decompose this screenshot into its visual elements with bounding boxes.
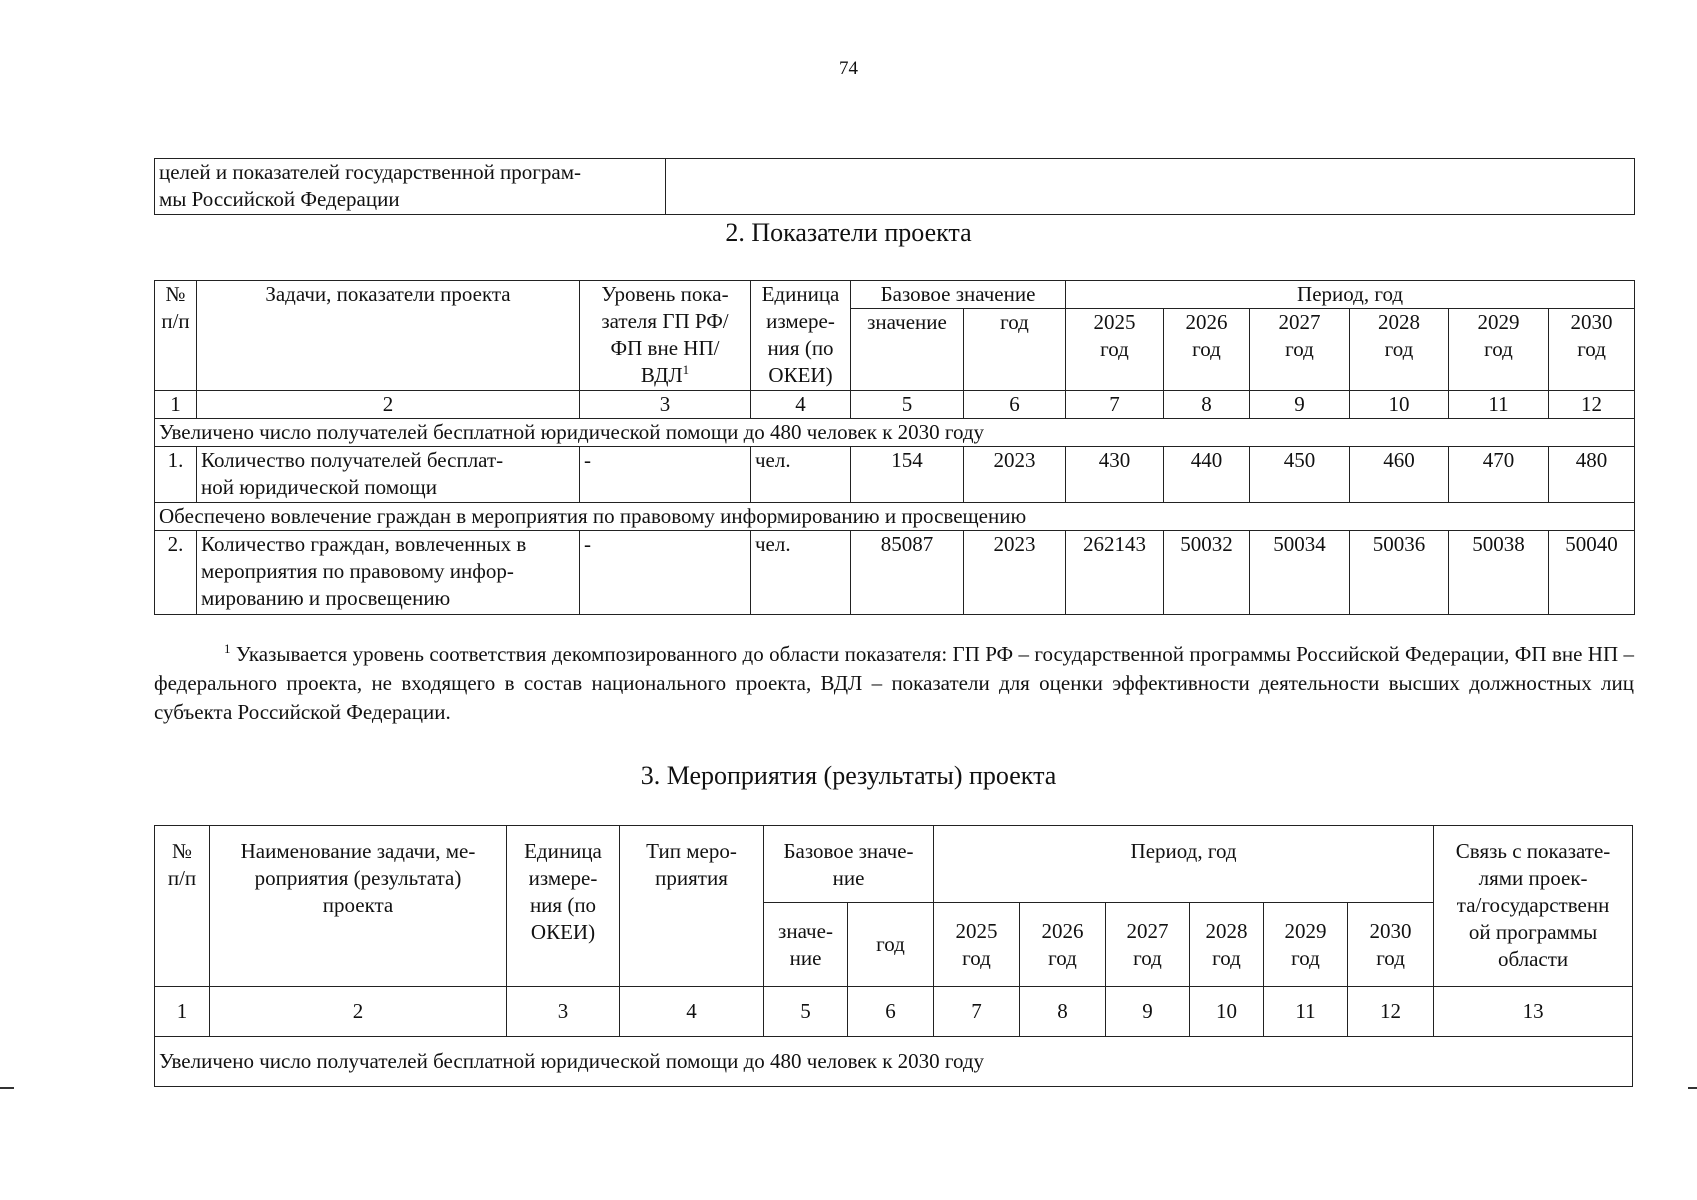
year-label: 2026 [1185, 310, 1228, 334]
header-year [1066, 309, 1164, 391]
header-unit-line: измере- [528, 866, 598, 890]
header-link-line: Связь с показате- [1455, 839, 1611, 863]
column-number: 5 [764, 987, 848, 1037]
column-number: 1 [155, 987, 210, 1037]
header-year [1264, 903, 1348, 987]
header-link-line: лями проек- [1478, 866, 1588, 890]
year-label: 2030 [1570, 310, 1613, 334]
column-number: 4 [620, 987, 764, 1037]
year-label: 2027 [1126, 918, 1169, 943]
column-number: 13 [1434, 987, 1633, 1037]
header-year [1549, 309, 1635, 391]
row-value: 262143 [1066, 531, 1164, 615]
column-number: 10 [1190, 987, 1264, 1037]
year-suffix: год [962, 945, 991, 970]
year-suffix: год [1376, 945, 1405, 970]
column-number: 7 [1066, 391, 1164, 419]
header-base: Базовое значение [851, 281, 1066, 309]
column-numbers-row [155, 987, 1633, 1037]
row-base-year: 2023 [964, 531, 1066, 615]
row-num: 1. [155, 447, 197, 503]
header-unit-line: ния (по [529, 893, 597, 917]
row-value: 50040 [1549, 531, 1635, 615]
column-number: 4 [751, 391, 851, 419]
header-num [155, 281, 197, 391]
header-type-line: приятия [655, 866, 728, 890]
row-base-value: 85087 [851, 531, 964, 615]
header-base-year: год [848, 903, 934, 987]
header-num [155, 826, 210, 987]
scan-mark [0, 1087, 14, 1089]
column-numbers-row [155, 391, 1635, 419]
header-level-line: ВДЛ [640, 363, 683, 387]
row-name-line: Количество получателей бесплат- [201, 448, 504, 472]
header-name-line: Наименование задачи, ме- [240, 839, 476, 863]
header-name-line: проекта [322, 893, 394, 917]
header-base-value-line: ние [789, 945, 822, 970]
column-number: 10 [1350, 391, 1449, 419]
column-number: 5 [851, 391, 964, 419]
group-title: Увеличено число получателей бесплатной юридической помощи до 480 человек к 2030 году [155, 1037, 1633, 1087]
row-value: 440 [1164, 447, 1250, 503]
year-suffix: год [1484, 337, 1513, 361]
header-name-line: роприятия (результата) [254, 866, 462, 890]
footnote-marker: 1 [224, 641, 231, 656]
column-number: 12 [1348, 987, 1434, 1037]
header-link-line: ой программы [1468, 920, 1598, 944]
header-year [1350, 309, 1449, 391]
column-number: 7 [934, 987, 1020, 1037]
header-year [1190, 903, 1264, 987]
row-level: - [580, 447, 751, 503]
row-name [197, 447, 580, 503]
column-number: 8 [1020, 987, 1106, 1037]
indicators-table [154, 280, 1635, 615]
year-suffix: год [1048, 945, 1077, 970]
year-label: 2029 [1284, 918, 1327, 943]
year-suffix: год [1577, 337, 1606, 361]
header-type [620, 826, 764, 987]
year-label: 2026 [1041, 918, 1084, 943]
column-number: 11 [1264, 987, 1348, 1037]
header-unit [507, 826, 620, 987]
row-name-line: Количество граждан, вовлеченных в [201, 532, 527, 556]
header-link-line: та/государственн [1456, 893, 1610, 917]
header-unit-line: ОКЕИ) [530, 920, 596, 944]
row-base-year: 2023 [964, 447, 1066, 503]
header-year [1348, 903, 1434, 987]
header-tasks: Задачи, показатели проекта [197, 281, 580, 391]
group-title: Обеспечено вовлечение граждан в мероприятия по правовому информированию и просвещению [155, 503, 1635, 531]
header-unit-line: Единица [761, 282, 840, 306]
header-level-line: Уровень пока- [601, 282, 729, 306]
group-row [155, 1037, 1633, 1087]
header-level-line: зателя ГП РФ/ [601, 309, 729, 333]
header-base-year: год [964, 309, 1066, 391]
header-period: Период, год [1066, 281, 1635, 309]
row-num: 2. [155, 531, 197, 615]
table-row [155, 447, 1635, 503]
header-base-value [764, 903, 848, 987]
row-value: 50036 [1350, 531, 1449, 615]
header-base-value: значение [851, 309, 964, 391]
year-label: 2027 [1278, 310, 1321, 334]
row-value: 480 [1549, 447, 1635, 503]
column-number: 9 [1250, 391, 1350, 419]
footnote-text: Указывается уровень соответствия декомпозированного до области показателя: ГП РФ – государственной программы Российской Федерации, ФП вне НП – федерального проекта, не входящего в состав национального проекта, ВДЛ – показатели для оценки эффективности деятельности высших должностных лиц субъекта Российской Федерации. [154, 642, 1634, 724]
header-unit-line: ОКЕИ) [768, 363, 833, 387]
continuation-empty-cell [666, 159, 1635, 215]
year-label: 2028 [1378, 310, 1421, 334]
year-label: 2028 [1205, 918, 1248, 943]
column-number: 11 [1449, 391, 1549, 419]
header-period: Период, год [934, 826, 1434, 903]
row-name-line: ной юридической помощи [201, 475, 437, 499]
row-value: 470 [1449, 447, 1549, 503]
row-value: 450 [1250, 447, 1350, 503]
column-number: 1 [155, 391, 197, 419]
page-number: 74 [839, 58, 858, 79]
group-title: Увеличено число получателей бесплатной юридической помощи до 480 человек к 2030 году [155, 419, 1635, 447]
row-unit: чел. [751, 447, 851, 503]
section-2-title: 2. Показатели проекта [725, 218, 972, 247]
column-number: 12 [1549, 391, 1635, 419]
column-number: 6 [964, 391, 1066, 419]
header-unit-line: измере- [766, 309, 835, 333]
continuation-cell [155, 159, 666, 215]
year-label: 2029 [1477, 310, 1520, 334]
header-num-line: № [171, 839, 193, 863]
header-year [1164, 309, 1250, 391]
header-num-line: п/п [161, 309, 190, 333]
row-unit: чел. [751, 531, 851, 615]
header-year [1020, 903, 1106, 987]
header-unit-line: ния (по [767, 336, 834, 360]
header-num-line: п/п [167, 866, 197, 890]
group-row [155, 503, 1635, 531]
year-label: 2025 [1093, 310, 1136, 334]
footnote-reference: 1 [682, 362, 690, 377]
header-unit [751, 281, 851, 391]
column-number: 2 [197, 391, 580, 419]
row-value: 50038 [1449, 531, 1549, 615]
header-year [1106, 903, 1190, 987]
header-num-line: № [165, 282, 186, 306]
year-suffix: год [1133, 945, 1162, 970]
column-number: 8 [1164, 391, 1250, 419]
row-level: - [580, 531, 751, 615]
row-value: 430 [1066, 447, 1164, 503]
header-unit-line: Единица [524, 839, 602, 863]
year-suffix: год [1192, 337, 1221, 361]
header-name [210, 826, 507, 987]
header-link [1434, 826, 1633, 987]
header-base-line: Базовое значе- [783, 839, 914, 863]
scan-mark [1688, 1087, 1697, 1089]
row-value: 50034 [1250, 531, 1350, 615]
header-base-line: ние [832, 866, 865, 890]
year-suffix: год [1384, 337, 1414, 361]
column-number: 9 [1106, 987, 1190, 1037]
header-base [764, 826, 934, 903]
section-3-title: 3. Мероприятия (результаты) проекта [640, 761, 1057, 790]
row-value: 460 [1350, 447, 1449, 503]
activities-table [154, 825, 1633, 1087]
header-level [580, 281, 751, 391]
column-number: 3 [507, 987, 620, 1037]
year-suffix: год [1291, 945, 1320, 970]
continuation-line: мы Российской Федерации [159, 187, 400, 211]
row-name-line: мероприятия по правовому инфор- [201, 559, 514, 583]
year-suffix: год [1212, 945, 1241, 970]
year-suffix: год [1285, 337, 1314, 361]
header-base-value-line: значе- [778, 918, 833, 943]
group-row [155, 419, 1635, 447]
header-link-line: области [1497, 947, 1569, 971]
header-year [1250, 309, 1350, 391]
column-number: 2 [210, 987, 507, 1037]
year-label: 2030 [1369, 918, 1412, 943]
header-level-line: ФП вне НП/ [610, 336, 720, 360]
header-year [934, 903, 1020, 987]
row-base-value: 154 [851, 447, 964, 503]
column-number: 3 [580, 391, 751, 419]
year-suffix: год [1100, 337, 1129, 361]
header-year [1449, 309, 1549, 391]
table-row [155, 531, 1635, 615]
year-label: 2025 [955, 918, 998, 943]
header-type-line: Тип меро- [646, 839, 737, 863]
continuation-line: целей и показателей государственной програм- [159, 160, 582, 184]
row-name-line: мированию и просвещению [201, 586, 451, 610]
row-name [197, 531, 580, 615]
column-number: 6 [848, 987, 934, 1037]
continuation-table [154, 158, 1635, 215]
footnote [154, 640, 1634, 727]
row-value: 50032 [1164, 531, 1250, 615]
